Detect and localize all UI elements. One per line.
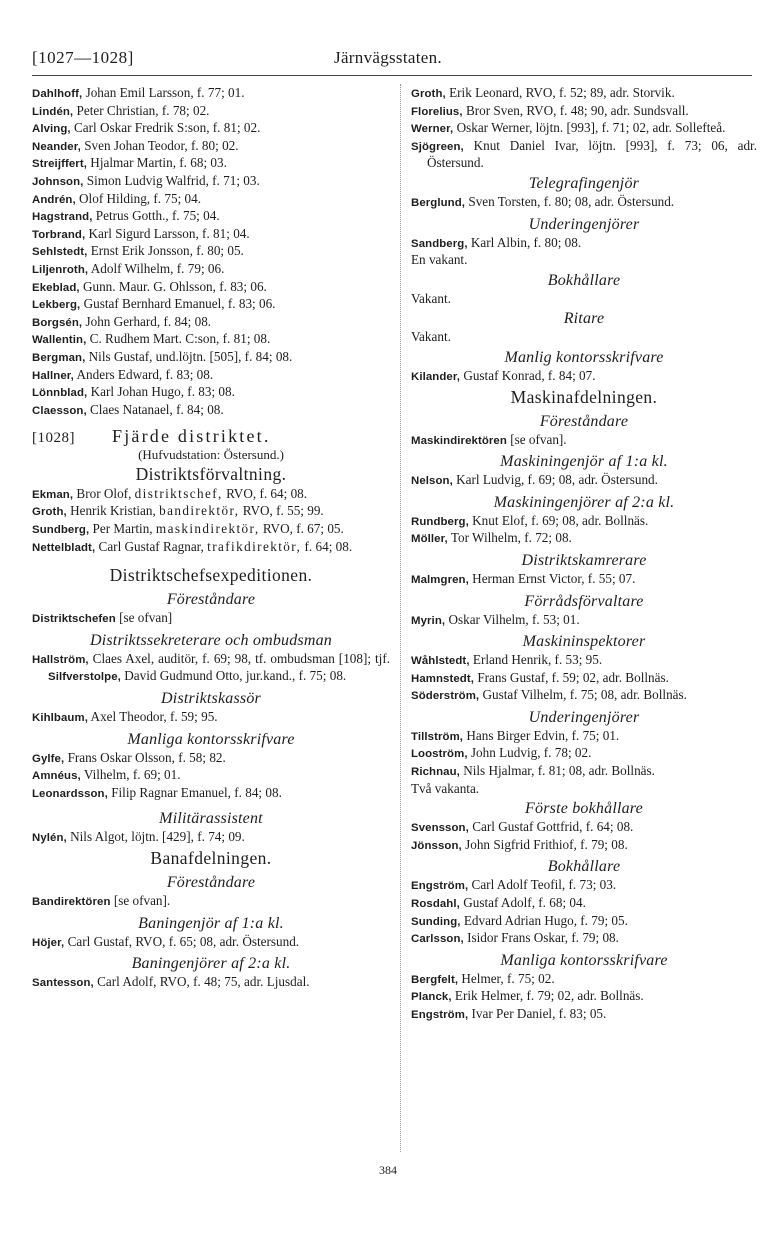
entry-name: Johnson, <box>32 175 84 188</box>
list-item <box>32 767 390 785</box>
entry-name: Groth, <box>32 506 67 519</box>
entry-text: Nils Gustaf, und.löjtn. [505], f. 84; 08. <box>88 348 293 364</box>
subsection-title: Bokhållare <box>547 271 621 289</box>
entry-name: Sehlstedt, <box>32 246 88 259</box>
entry-name: Planck, <box>411 991 452 1004</box>
entry-name: Streijffert, <box>32 158 87 171</box>
entry-text: Ivar Per Daniel, f. 83; 05. <box>471 1006 607 1021</box>
entry-name: Neander, <box>32 140 81 153</box>
list-item <box>411 138 757 171</box>
list-item <box>411 513 757 531</box>
subsection-title: Distriktskamrerare <box>521 551 647 569</box>
list-item <box>32 191 390 209</box>
entry-text: Frans Gustaf, f. 59; 02, adr. Bollnäs. <box>477 669 669 685</box>
section-title: Maskinafdelningen. <box>510 386 658 407</box>
entry-list <box>32 750 390 803</box>
subsection-title: Militärassistent <box>159 810 263 828</box>
entry-text: Knut Daniel Ivar, löjtn. [993], f. 73; 06, adr. Östersund. <box>427 137 757 171</box>
entry-text: Per Martin, <box>92 521 156 537</box>
entry-list <box>411 819 757 854</box>
list-item <box>32 103 390 121</box>
entry-list <box>32 486 390 556</box>
entry-name: Liljenroth, <box>32 263 89 276</box>
list-item <box>32 155 390 173</box>
list-item: Nelson, Karl Ludvig, f. 69; 08, adr. Östersund. <box>411 472 658 488</box>
page-number: 384 <box>379 1163 397 1177</box>
entry-name: Lönnblad, <box>32 387 88 400</box>
list-item <box>32 85 390 103</box>
district-subtitle: (Hufvudstation: Östersund.) <box>138 446 284 462</box>
vacancy-note: Vakant. <box>411 290 451 306</box>
entry-list <box>411 513 757 548</box>
entry-name: Florelius, <box>411 105 463 118</box>
list-item <box>32 243 390 261</box>
entry-role: maskindirektör, <box>155 521 260 537</box>
entry-text: Bror Sven, RVO, f. 48; 90, adr. Sundsvall. <box>465 102 689 118</box>
section-title: Distriktschefsexpeditionen. <box>109 565 313 586</box>
list-item <box>411 877 757 895</box>
list-item <box>411 530 757 548</box>
entry-text: Hans Birger Edvin, f. 75; 01. <box>466 727 620 743</box>
entry-name: Gylfe, <box>32 752 65 765</box>
entry-text: Hjalmar Martin, f. 68; 03. <box>90 155 227 171</box>
entry-text: Isidor Frans Oskar, f. 79; 08. <box>467 930 619 946</box>
entry-name: Hagstrand, <box>32 211 93 224</box>
vacancy-note: En vakant. <box>411 252 468 268</box>
entry-name: Möller, <box>411 533 448 546</box>
entry-list <box>411 971 757 1024</box>
list-item <box>32 539 390 557</box>
subsection-title: Manliga kontorsskrifvare <box>500 951 668 969</box>
list-item <box>32 486 390 504</box>
list-item <box>32 367 390 385</box>
list-item <box>411 728 757 746</box>
entry-role: distriktschef, <box>134 485 223 501</box>
entry-name: Ekeblad, <box>32 281 80 294</box>
entry-name: Söderström, <box>411 690 480 703</box>
list-item <box>32 785 390 803</box>
entry-text: Olof Hilding, f. 75; 04. <box>79 190 202 206</box>
left-column <box>32 85 390 992</box>
district-title: Fjärde distriktet. <box>112 426 271 447</box>
entry-text: Karl Johan Hugo, f. 83; 08. <box>90 384 235 400</box>
entry-text: Nils Hjalmar, f. 81; 08, adr. Bollnäs. <box>463 763 655 779</box>
entry-text: Adolf Wilhelm, f. 79; 06. <box>90 260 225 276</box>
subsection-title: Förste bokhållare <box>525 800 643 818</box>
entry-name: Hamnstedt, <box>411 672 475 685</box>
entry-text: RVO, f. 67; 05. <box>259 521 344 537</box>
entry-list <box>411 652 757 705</box>
list-item <box>32 402 390 420</box>
section-title: Distriktsförvaltning. <box>135 463 287 484</box>
subsection-title: Baningenjör af 1:a kl. <box>138 914 284 932</box>
subsection-title: Ritare <box>563 310 605 328</box>
entry-name: Claesson, <box>32 404 87 417</box>
subsection-title: Maskiningenjör af 1:a kl. <box>500 453 668 471</box>
entry-text: Frans Oskar Olsson, f. 58; 82. <box>67 749 226 765</box>
entry-list <box>411 877 757 947</box>
entry-text: Gustaf Vilhelm, f. 75; 08, adr. Bollnäs. <box>482 687 687 703</box>
entry-text: John Gerhard, f. 84; 08. <box>85 313 212 329</box>
subsection-title: Underingenjörer <box>528 215 640 233</box>
entry-name: Lindén, <box>32 105 74 118</box>
entry-text: Filip Ragnar Emanuel, f. 84; 08. <box>111 784 282 800</box>
entry-name: Leonardsson, <box>32 787 108 800</box>
entry-name: Looström, <box>411 748 468 761</box>
list-item: Myrin, Oskar Vilhelm, f. 53; 01. <box>411 611 580 627</box>
entry-text: Gustaf Bernhard Emanuel, f. 83; 06. <box>83 296 276 312</box>
list-item: Kihlbaum, Axel Theodor, f. 59; 95. <box>32 709 218 725</box>
list-item: Höjer, Carl Gustaf, RVO, f. 65; 08, adr. Östersund. <box>32 933 300 949</box>
entry-text: Oskar Werner, löjtn. [993], f. 71; 02, adr. Sollefteå. <box>456 120 726 136</box>
entry-list <box>32 85 390 419</box>
subsection-title: Bokhållare <box>547 858 621 876</box>
list-item: Distriktschefen [se ofvan] <box>32 610 173 626</box>
entry-name: Hallner, <box>32 369 74 382</box>
subsection-title: Föreståndare <box>166 591 256 609</box>
entry-text: C. Rudhem Mart. C:son, f. 81; 08. <box>89 331 271 347</box>
list-item <box>32 521 390 539</box>
subsection-title: Distriktskassör <box>161 690 261 708</box>
entry-text: Knut Elof, f. 69; 08, adr. Bollnäs. <box>472 512 649 528</box>
district-bracket: [1028] <box>32 430 75 447</box>
list-item: Malmgren, Herman Ernst Victor, f. 55; 07. <box>411 570 636 586</box>
entry-name: Torbrand, <box>32 228 86 241</box>
list-item <box>32 173 390 191</box>
entry-role: trafikdirektör, <box>207 538 302 554</box>
entry-name: Richnau, <box>411 766 460 779</box>
page-title: Järnvägsstaten. <box>334 48 442 67</box>
entry-text: Edvard Adrian Hugo, f. 79; 05. <box>463 912 628 928</box>
entry-text: Henrik Kristian, <box>70 503 160 519</box>
list-item <box>32 226 390 244</box>
entry-list <box>411 728 757 781</box>
list-item <box>411 895 757 913</box>
subsection-title: Förrådsförvaltare <box>524 592 644 610</box>
list-item: Berglund, Sven Torsten, f. 80; 08, adr. Östersund. <box>411 193 675 209</box>
entry-text: Carl Adolf Teofil, f. 73; 03. <box>471 877 617 893</box>
vacancy-note: Vakant. <box>411 329 451 345</box>
entry-text: Sven Johan Teodor, f. 80; 02. <box>84 137 239 153</box>
entry-name: Svensson, <box>411 822 469 835</box>
entry-name: Amnéus, <box>32 770 81 783</box>
subsection-title: Baningenjörer af 2:a kl. <box>131 955 291 973</box>
entry-name: Tillström, <box>411 730 464 743</box>
entry-text: Helmer, f. 75; 02. <box>461 970 555 986</box>
right-column <box>411 85 757 1024</box>
list-item <box>411 988 757 1006</box>
list-item <box>411 103 757 121</box>
entry-text: Simon Ludvig Walfrid, f. 71; 03. <box>86 172 260 188</box>
list-item <box>32 384 390 402</box>
entry-text: Peter Christian, f. 78; 02. <box>76 102 210 118</box>
list-item <box>32 120 390 138</box>
subsection-title: Distriktssekreterare och ombudsman <box>89 631 333 649</box>
entry-name: Engström, <box>411 1009 469 1021</box>
list-item <box>32 138 390 156</box>
list-item: Bandirektören [se ofvan]. <box>32 893 171 908</box>
list-item <box>411 120 757 138</box>
list-item <box>32 349 390 367</box>
entry-name: Jönsson, <box>411 839 462 852</box>
subsection-title: Manliga kontorsskrifvare <box>127 730 295 748</box>
list-item <box>32 208 390 226</box>
entry-name: Andrén, <box>32 193 76 206</box>
entry-text: Vilhelm, f. 69; 01. <box>83 767 181 783</box>
entry-text: Bror Olof, <box>76 485 135 501</box>
list-item <box>411 85 757 103</box>
entry-name: Bergfelt, <box>411 973 459 986</box>
entry-text: f. 64; 08. <box>301 538 353 554</box>
list-item <box>411 913 757 931</box>
entry-name: Sunding, <box>411 915 461 928</box>
entry-name: Nettelbladt, <box>32 541 96 554</box>
list-item <box>411 763 757 781</box>
entry-name: Ekman, <box>32 488 74 501</box>
entry-text: Anders Edward, f. 83; 08. <box>76 366 214 382</box>
subsection-title: Maskininspektorer <box>522 633 646 651</box>
district-heading <box>32 426 390 447</box>
list-item <box>32 314 390 332</box>
list-item <box>32 296 390 314</box>
list-item: Sandberg, Karl Albin, f. 80; 08. <box>411 234 582 250</box>
list-item <box>411 652 757 670</box>
entry-role: bandirektör, <box>159 503 240 519</box>
list-item: Hallström, Claes Axel, auditör, f. 69; 98, tf. ombudsman [108]; tjf. Silfverstolpe, David Gudmund Otto, jur.kand., f. 75; 08. <box>32 650 391 684</box>
entry-name: Rosdahl, <box>411 898 460 911</box>
entry-text: Karl Sigurd Larsson, f. 81; 04. <box>88 225 250 241</box>
list-item <box>411 1006 757 1024</box>
entry-text: Carl Gustaf Ragnar, <box>98 538 208 554</box>
entry-name: Werner, <box>411 123 454 136</box>
entry-text: Carl Oskar Fredrik S:son, f. 81; 02. <box>73 120 261 136</box>
entry-name: Bergman, <box>32 351 86 364</box>
subsection-title: Underingenjörer <box>528 708 640 726</box>
entry-text: John Ludvig, f. 78; 02. <box>470 745 592 761</box>
list-item: Santesson, Carl Adolf, RVO, f. 48; 75, adr. Ljusdal. <box>32 974 310 990</box>
entry-text: RVO, f. 64; 08. <box>222 485 308 501</box>
entry-name: Lekberg, <box>32 299 81 312</box>
vacancy-note: Två vakanta. <box>411 780 480 796</box>
entry-name: Wallentin, <box>32 334 87 347</box>
entry-name: Engström, <box>411 880 469 893</box>
entry-name: Sjögreen, <box>411 140 464 153</box>
subsection-title: Föreståndare <box>166 874 256 891</box>
list-item <box>411 745 757 763</box>
subsection-title: Maskiningenjörer af 2:a kl. <box>493 493 675 511</box>
entry-text: Erland Henrik, f. 53; 95. <box>472 652 603 668</box>
entry-text: Gunn. Maur. G. Ohlsson, f. 83; 06. <box>82 278 267 294</box>
list-item <box>411 670 757 688</box>
entry-name: Groth, <box>411 88 446 100</box>
entry-text: Johan Emil Larsson, f. 77; 01. <box>85 85 245 100</box>
entry-name: Alving, <box>32 123 71 136</box>
entry-name: Dahlhoff, <box>32 88 83 100</box>
entry-text: Erik Helmer, f. 79; 02, adr. Bollnäs. <box>454 988 644 1004</box>
entry-name: Wåhlstedt, <box>411 655 470 668</box>
list-item <box>32 331 390 349</box>
list-item <box>411 819 757 837</box>
header-rule <box>32 75 752 76</box>
entry-name: Rundberg, <box>411 515 469 528</box>
entry-text: Tor Wilhelm, f. 72; 08. <box>450 530 572 546</box>
list-item <box>411 687 757 705</box>
entry-name: Sundberg, <box>32 524 90 537</box>
entry-list <box>411 85 757 171</box>
list-item <box>411 971 757 989</box>
entry-text: Erik Leonard, RVO, f. 52; 89, adr. Storvik. <box>449 85 675 100</box>
entry-text: Gustaf Adolf, f. 68; 04. <box>463 895 586 911</box>
list-item <box>32 261 390 279</box>
entry-text: John Sigfrid Frithiof, f. 79; 08. <box>465 836 628 852</box>
section-title: Banafdelningen. <box>150 848 272 868</box>
list-item <box>411 837 757 855</box>
page-range: [1027—1028] <box>32 48 134 67</box>
list-item <box>411 930 757 948</box>
list-item: Maskindirektören [se ofvan]. <box>411 431 567 447</box>
entry-text: RVO, f. 55; 99. <box>239 503 324 519</box>
subsection-title: Föreståndare <box>539 412 629 430</box>
entry-text: Claes Natanael, f. 84; 08. <box>90 401 224 417</box>
column-divider <box>400 84 401 1152</box>
subsection-title: Manlig kontorsskrifvare <box>504 348 664 366</box>
entry-text: Carl Gustaf Gottfrid, f. 64; 08. <box>472 819 634 835</box>
subsection-title: Telegrafingenjör <box>528 174 640 192</box>
list-item <box>32 750 390 768</box>
entry-name: Carlsson, <box>411 933 464 946</box>
list-item: Kilander, Gustaf Konrad, f. 84; 07. <box>411 367 596 383</box>
list-item <box>32 279 390 297</box>
list-item <box>32 503 390 521</box>
entry-text: Petrus Gotth., f. 75; 04. <box>95 208 220 224</box>
entry-name: Borgsén, <box>32 316 83 329</box>
entry-text: Ernst Erik Jonsson, f. 80; 05. <box>90 243 244 259</box>
list-item: Nylén, Nils Algot, löjtn. [429], f. 74; 09. <box>32 829 245 845</box>
